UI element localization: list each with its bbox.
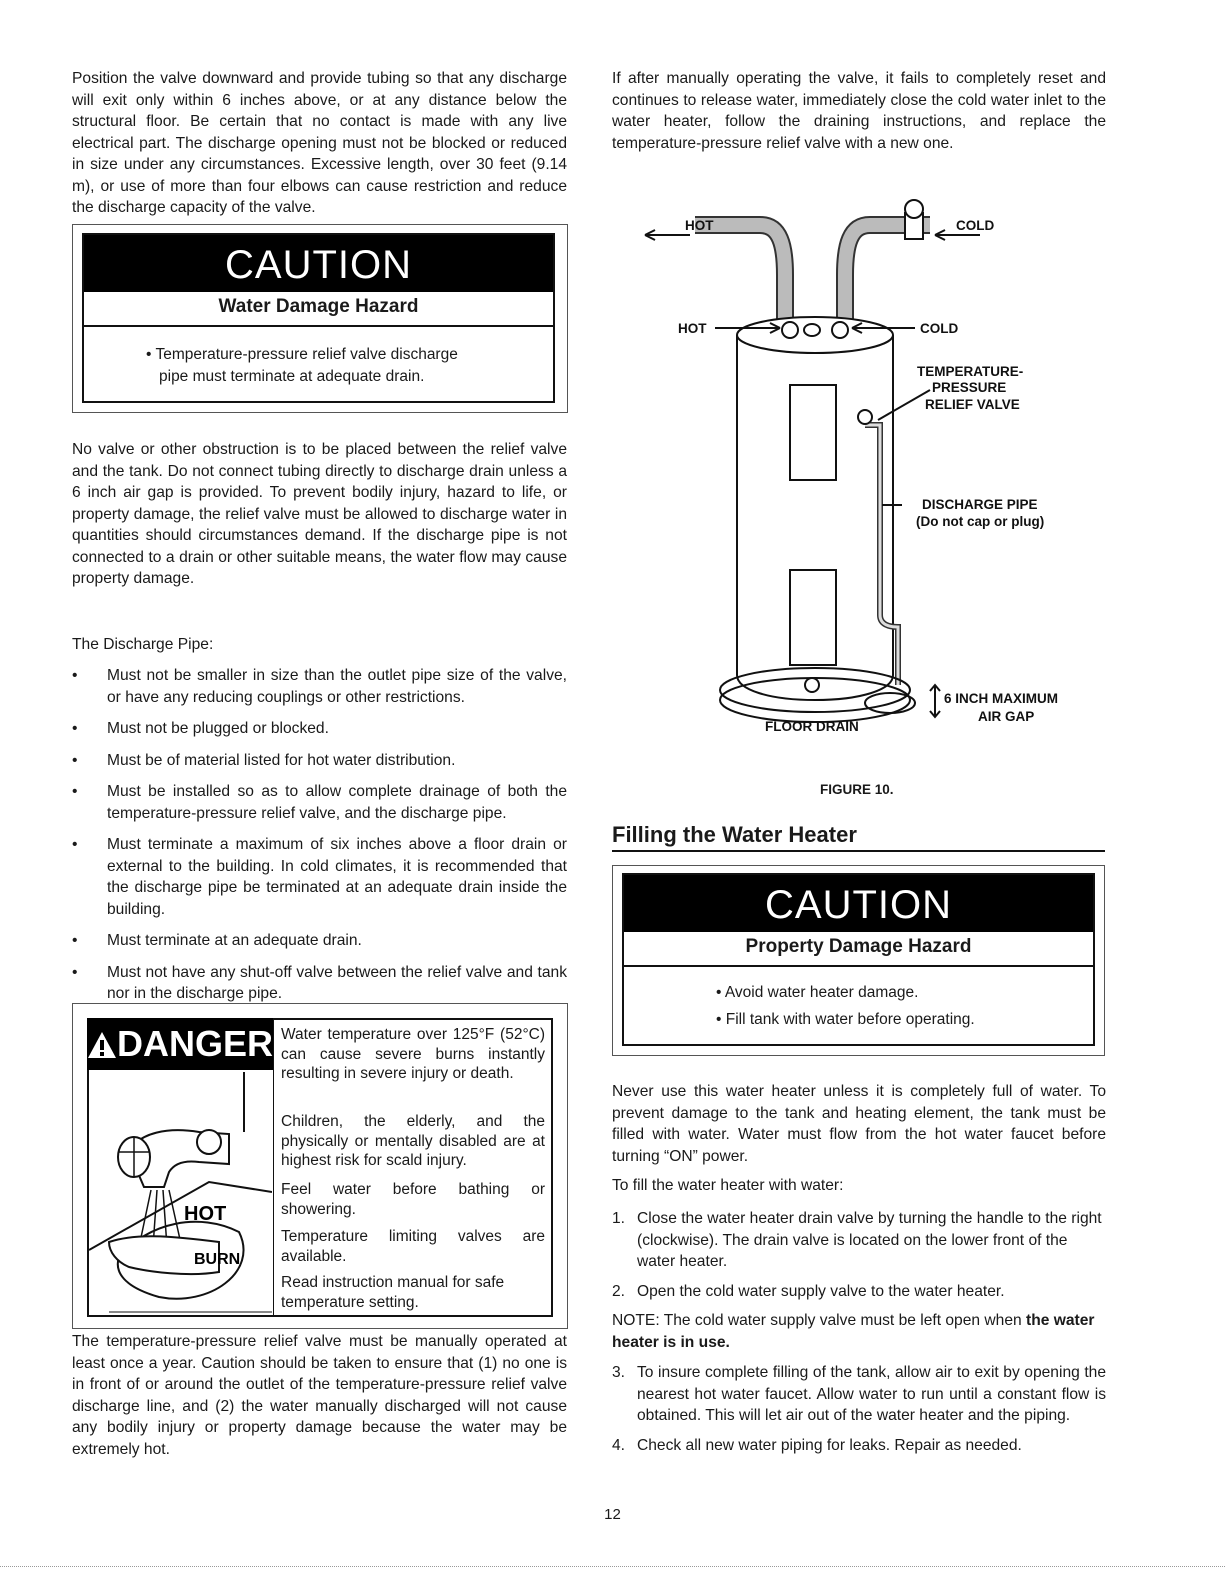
danger-text-4: Temperature limiting valves are available. [281, 1228, 545, 1265]
cold-top-label: COLD [956, 218, 995, 233]
water-heater-diagram [640, 195, 1100, 755]
air-gap-label-2: AIR GAP [978, 709, 1035, 724]
hot-label: HOT [184, 1203, 227, 1225]
list-item: • Must not be smaller in size than the outlet pipe size of the valve, or have any reducing couplings or other restrictions. [72, 667, 567, 706]
list-item: • Must be of material listed for hot water distribution. [72, 751, 456, 769]
air-gap-label-1: 6 INCH MAXIMUM [944, 691, 1058, 706]
danger-banner: DANGER [87, 1018, 273, 1070]
discharge-pipe-list [72, 665, 567, 1005]
figure-caption: FIGURE 10. [820, 782, 894, 797]
discharge-label-1: DISCHARGE PIPE [922, 497, 1038, 512]
discharge-pipe-heading: The Discharge Pipe: [72, 636, 214, 653]
manual-operation-paragraph: The temperature-pressure relief valve must be manually operated at least once a year. Caution should be taken to ensure that (1) no one is in front of or around the outlet of the temperature-pressure relief valve discharge line, and (2) the water manually discharged will not cause any bodily injury or property damage because the water may be extremely hot. [72, 1333, 567, 1458]
fill-intro: To fill the water heater with water: [612, 1177, 844, 1194]
tp-label-3: RELIEF VALVE [925, 397, 1020, 412]
bottom-rule [0, 1566, 1225, 1567]
list-item: • Must terminate a maximum of six inches above a floor drain or external to the building. In cold climates, it is recommended that the discharge pipe be terminated at an adequate drain inside the building. [72, 836, 567, 918]
list-item: 1. Close the water heater drain valve by turning the handle to the right (clockwise). The drain valve is located on the lower front of the water heater. [612, 1210, 1102, 1270]
list-item: 3. To insure complete filling of the tank, allow air to exit by opening the nearest hot water faucet. Allow water to run until a constant flow is obtained. This will let air out of the water heater and the piping. [612, 1364, 1106, 1424]
caution-bullet-line: • Temperature-pressure relief valve discharge [146, 346, 458, 363]
caution-subtitle: Water Damage Hazard [84, 292, 553, 327]
warning-triangle-icon [87, 1031, 117, 1059]
hot-top-label: HOT [685, 218, 714, 233]
list-item: • Must terminate at an adequate drain. [72, 932, 362, 949]
danger-divider [273, 1018, 274, 1317]
caution-subtitle: Property Damage Hazard [624, 932, 1093, 967]
discharge-label-2: (Do not cap or plug) [916, 514, 1045, 529]
caution-bullet: • Fill tank with water before operating. [716, 1011, 975, 1028]
caution-bullet: • Avoid water heater damage. [716, 984, 919, 1001]
intro-paragraph: Position the valve downward and provide tubing so that any discharge will exit only within 6 inches above, or at any distance below the structural floor. Be certain that no contact is made with any live electrical part. The discharge opening must not be blocked or reduced in size under any circumstances. Excessive length, over 30 feet (9.14 m), or use of more than four elbows can cause restriction and reduce the discharge capacity of the valve. [72, 70, 567, 216]
relief-valve-paragraph: No valve or other obstruction is to be placed between the relief valve and the tank. Do not connect tubing directly to discharge drain unless a 6 inch air gap is provided. To prevent bodily injury, hazard to life, or property damage, the relief valve must be allowed to discharge water in quantities should circumstances demand. If the discharge pipe is not connected to a drain or other suitable means, the water flow may cause property damage. [72, 441, 567, 587]
reset-paragraph: If after manually operating the valve, it fails to completely reset and continues to release water, immediately close the cold water inlet to the water heater, follow the draining instructions, and replace the temperature-pressure relief valve with a new one. [612, 70, 1106, 152]
list-item: • Must be installed so as to allow complete drainage of both the temperature-pressure relief valve, and the discharge pipe. [72, 783, 567, 822]
caution-title: CAUTION [84, 235, 553, 292]
fill-steps-list-2 [612, 1362, 1106, 1456]
tp-label-1: TEMPERATURE- [917, 364, 1024, 379]
list-item: 4. Check all new water piping for leaks. Repair as needed. [612, 1436, 1022, 1454]
hot-mid-label: HOT [678, 321, 707, 336]
scald-faucet-illustration [89, 1072, 272, 1315]
danger-text-5: Read instruction manual for safe temperature setting. [281, 1274, 505, 1311]
burn-label: BURN [194, 1251, 241, 1268]
floor-drain-label: FLOOR DRAIN [765, 719, 859, 734]
page-number: 12 [604, 1506, 621, 1523]
cold-mid-label: COLD [920, 321, 959, 336]
danger-text-1: Water temperature over 125°F (52°C) can cause severe burns instantly resulting in severe injury or death. [281, 1026, 545, 1082]
fill-steps-list [612, 1208, 1106, 1310]
danger-text-2: Children, the elderly, and the physically or mentally disabled are at highest risk for scald injury. [281, 1113, 545, 1169]
caution-bullet-line: pipe must terminate at adequate drain. [159, 368, 425, 385]
caution-box-water-damage [82, 233, 555, 403]
tp-label-2: PRESSURE [932, 380, 1007, 395]
never-use-paragraph: Never use this water heater unless it is completely full of water. To prevent damage to the tank and heating element, the tank must be filled with water. Water must flow from the hot water faucet before turning “ON” power. [612, 1083, 1106, 1165]
list-item: • Must not have any shut-off valve between the relief valve and tank nor in the discharge pipe. [72, 963, 567, 1002]
list-item: 2. Open the cold water supply valve to the water heater. [612, 1282, 1005, 1300]
caution-box-property-damage [622, 873, 1095, 1046]
section-title: Filling the Water Heater [612, 822, 1105, 852]
caution-title: CAUTION [624, 875, 1093, 932]
note-paragraph: NOTE: The cold water supply valve must be left open when the water heater is in use. [612, 1312, 1095, 1351]
danger-text-3: Feel water before bathing or showering. [281, 1181, 545, 1218]
list-item: • Must not be plugged or blocked. [72, 720, 329, 737]
